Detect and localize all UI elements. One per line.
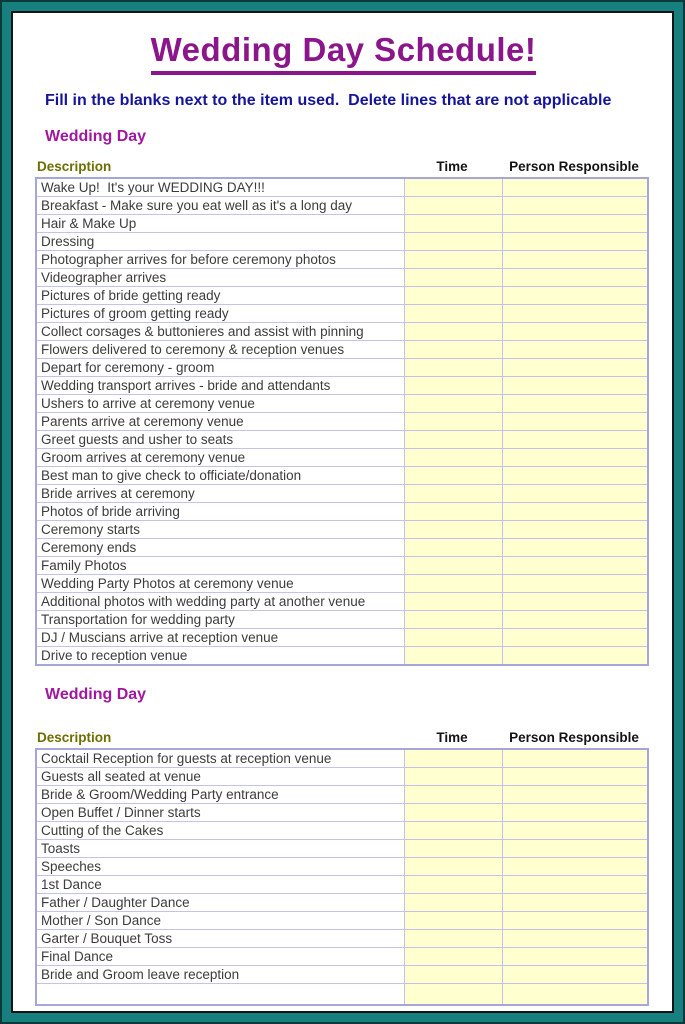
person-blank-cell[interactable] (502, 215, 648, 233)
person-blank-cell[interactable] (502, 467, 648, 485)
time-blank-cell[interactable] (404, 593, 502, 611)
description-cell: Drive to reception venue (36, 647, 404, 666)
time-blank-cell[interactable] (404, 966, 502, 984)
description-cell: Ceremony starts (36, 521, 404, 539)
person-blank-cell[interactable] (502, 984, 648, 1005)
time-blank-cell[interactable] (404, 804, 502, 822)
table-row (36, 431, 648, 449)
description-cell: Flowers delivered to ceremony & reception venues (36, 341, 404, 359)
table-row (36, 611, 648, 629)
time-blank-cell[interactable] (404, 575, 502, 593)
description-cell: Bride & Groom/Wedding Party entrance (36, 786, 404, 804)
description-cell (36, 984, 404, 1005)
table-row (36, 876, 648, 894)
column-header-description: Description (37, 159, 112, 174)
time-blank-cell[interactable] (404, 233, 502, 251)
page-title (35, 31, 652, 69)
time-blank-cell[interactable] (404, 413, 502, 431)
time-blank-cell[interactable] (404, 503, 502, 521)
time-blank-cell[interactable] (404, 449, 502, 467)
column-header-person: Person Responsible (509, 730, 639, 745)
table-row (36, 197, 648, 215)
time-blank-cell[interactable] (404, 467, 502, 485)
time-blank-cell[interactable] (404, 178, 502, 197)
time-blank-cell[interactable] (404, 611, 502, 629)
person-blank-cell[interactable] (502, 804, 648, 822)
time-blank-cell[interactable] (404, 984, 502, 1005)
table-row (36, 503, 648, 521)
table-row (36, 593, 648, 611)
time-blank-cell[interactable] (404, 539, 502, 557)
description-cell: Breakfast - Make sure you eat well as it's a long day (36, 197, 404, 215)
table-row (36, 629, 648, 647)
section-heading: Wedding Day (45, 128, 147, 145)
table-row (36, 359, 648, 377)
description-cell: Mother / Son Dance (36, 912, 404, 930)
person-blank-cell[interactable] (502, 503, 648, 521)
person-blank-cell[interactable] (502, 359, 648, 377)
person-blank-cell[interactable] (502, 749, 648, 768)
description-cell: Photos of bride arriving (36, 503, 404, 521)
description-cell: Additional photos with wedding party at another venue (36, 593, 404, 611)
time-blank-cell[interactable] (404, 948, 502, 966)
person-blank-cell[interactable] (502, 786, 648, 804)
person-blank-cell[interactable] (502, 287, 648, 305)
description-cell: Transportation for wedding party (36, 611, 404, 629)
person-blank-cell[interactable] (502, 251, 648, 269)
table-row (36, 912, 648, 930)
table-row (36, 539, 648, 557)
description-cell: Father / Daughter Dance (36, 894, 404, 912)
section-heading: Wedding Day (45, 686, 147, 703)
time-blank-cell[interactable] (404, 876, 502, 894)
description-cell: Guests all seated at venue (36, 768, 404, 786)
time-blank-cell[interactable] (404, 557, 502, 575)
table-row (36, 557, 648, 575)
time-blank-cell[interactable] (404, 431, 502, 449)
description-cell: Collect corsages & buttonieres and assist with pinning (36, 323, 404, 341)
description-cell: Photographer arrives for before ceremony photos (36, 251, 404, 269)
table-row (36, 930, 648, 948)
person-blank-cell[interactable] (502, 377, 648, 395)
person-blank-cell[interactable] (502, 876, 648, 894)
person-blank-cell[interactable] (502, 647, 648, 666)
time-blank-cell[interactable] (404, 197, 502, 215)
table-row (36, 521, 648, 539)
time-blank-cell[interactable] (404, 786, 502, 804)
time-blank-cell[interactable] (404, 395, 502, 413)
table-row (36, 251, 648, 269)
description-cell: Cutting of the Cakes (36, 822, 404, 840)
person-blank-cell[interactable] (502, 413, 648, 431)
time-blank-cell[interactable] (404, 521, 502, 539)
time-blank-cell[interactable] (404, 629, 502, 647)
description-cell: Parents arrive at ceremony venue (36, 413, 404, 431)
description-cell: Bride arrives at ceremony (36, 485, 404, 503)
person-blank-cell[interactable] (502, 178, 648, 197)
description-cell: Wedding Party Photos at ceremony venue (36, 575, 404, 593)
table-row (36, 233, 648, 251)
time-blank-cell[interactable] (404, 287, 502, 305)
person-blank-cell[interactable] (502, 485, 648, 503)
table-row (36, 467, 648, 485)
description-cell: Dressing (36, 233, 404, 251)
time-blank-cell[interactable] (404, 894, 502, 912)
person-blank-cell[interactable] (502, 305, 648, 323)
table-row (36, 341, 648, 359)
person-blank-cell[interactable] (502, 323, 648, 341)
table-row (36, 948, 648, 966)
time-blank-cell[interactable] (404, 215, 502, 233)
time-blank-cell[interactable] (404, 768, 502, 786)
person-blank-cell[interactable] (502, 593, 648, 611)
description-cell: Wake Up! It's your WEDDING DAY!!! (36, 178, 404, 197)
person-blank-cell[interactable] (502, 966, 648, 984)
table-row (36, 485, 648, 503)
time-blank-cell[interactable] (404, 840, 502, 858)
schedule-table (35, 748, 649, 1006)
description-cell: Depart for ceremony - groom (36, 359, 404, 377)
time-blank-cell[interactable] (404, 647, 502, 666)
description-cell: Ceremony ends (36, 539, 404, 557)
table-row (36, 858, 648, 876)
table-row (36, 395, 648, 413)
person-blank-cell[interactable] (502, 768, 648, 786)
schedule-section-morning (35, 128, 652, 666)
description-cell: Garter / Bouquet Toss (36, 930, 404, 948)
table-row (36, 287, 648, 305)
person-blank-cell[interactable] (502, 575, 648, 593)
table-row (36, 786, 648, 804)
table-row (36, 822, 648, 840)
time-blank-cell[interactable] (404, 912, 502, 930)
table-row (36, 804, 648, 822)
person-blank-cell[interactable] (502, 948, 648, 966)
description-cell: Pictures of groom getting ready (36, 305, 404, 323)
time-blank-cell[interactable] (404, 749, 502, 768)
person-blank-cell[interactable] (502, 930, 648, 948)
time-blank-cell[interactable] (404, 341, 502, 359)
table-row (36, 215, 648, 233)
time-blank-cell[interactable] (404, 485, 502, 503)
description-cell: Bride and Groom leave reception (36, 966, 404, 984)
table-row (36, 647, 648, 666)
description-cell: Speeches (36, 858, 404, 876)
table-row (36, 323, 648, 341)
description-cell: Videographer arrives (36, 269, 404, 287)
instructions-text: Fill in the blanks next to the item used. Delete lines that are not applicable (45, 92, 612, 109)
description-cell: Cocktail Reception for guests at reception venue (36, 749, 404, 768)
time-blank-cell[interactable] (404, 377, 502, 395)
description-cell: Pictures of bride getting ready (36, 287, 404, 305)
time-blank-cell[interactable] (404, 305, 502, 323)
person-blank-cell[interactable] (502, 894, 648, 912)
description-cell: Wedding transport arrives - bride and attendants (36, 377, 404, 395)
time-blank-cell[interactable] (404, 822, 502, 840)
table-row (36, 178, 648, 197)
time-blank-cell[interactable] (404, 251, 502, 269)
table-row (36, 749, 648, 768)
person-blank-cell[interactable] (502, 629, 648, 647)
column-header-time: Time (436, 159, 468, 174)
time-blank-cell[interactable] (404, 323, 502, 341)
table-row (36, 449, 648, 467)
description-cell: Groom arrives at ceremony venue (36, 449, 404, 467)
table-row (36, 894, 648, 912)
description-cell: Family Photos (36, 557, 404, 575)
document-sheet (11, 11, 674, 1013)
person-blank-cell[interactable] (502, 431, 648, 449)
person-blank-cell[interactable] (502, 521, 648, 539)
description-cell: Toasts (36, 840, 404, 858)
time-blank-cell[interactable] (404, 858, 502, 876)
description-cell: Greet guests and usher to seats (36, 431, 404, 449)
table-row (36, 377, 648, 395)
person-blank-cell[interactable] (502, 269, 648, 287)
description-cell: Hair & Make Up (36, 215, 404, 233)
person-blank-cell[interactable] (502, 858, 648, 876)
description-cell: Ushers to arrive at ceremony venue (36, 395, 404, 413)
person-blank-cell[interactable] (502, 912, 648, 930)
description-cell: Best man to give check to officiate/donation (36, 467, 404, 485)
time-blank-cell[interactable] (404, 359, 502, 377)
person-blank-cell[interactable] (502, 557, 648, 575)
table-row (36, 413, 648, 431)
description-cell: 1st Dance (36, 876, 404, 894)
table-row (36, 305, 648, 323)
column-header-person: Person Responsible (509, 159, 639, 174)
person-blank-cell[interactable] (502, 611, 648, 629)
table-row (36, 575, 648, 593)
person-blank-cell[interactable] (502, 840, 648, 858)
table-row (36, 984, 648, 1005)
table-row (36, 269, 648, 287)
person-blank-cell[interactable] (502, 449, 648, 467)
table-column-headers (35, 159, 652, 174)
person-blank-cell[interactable] (502, 395, 648, 413)
schedule-section-reception (35, 686, 652, 1006)
person-blank-cell[interactable] (502, 233, 648, 251)
person-blank-cell[interactable] (502, 341, 648, 359)
time-blank-cell[interactable] (404, 269, 502, 287)
time-blank-cell[interactable] (404, 930, 502, 948)
schedule-table (35, 177, 649, 666)
person-blank-cell[interactable] (502, 822, 648, 840)
description-cell: Final Dance (36, 948, 404, 966)
page-title-text: Wedding Day Schedule! (151, 31, 537, 75)
table-column-headers (35, 730, 652, 745)
table-row (36, 966, 648, 984)
person-blank-cell[interactable] (502, 539, 648, 557)
table-row (36, 768, 648, 786)
column-header-time: Time (436, 730, 468, 745)
person-blank-cell[interactable] (502, 197, 648, 215)
description-cell: DJ / Muscians arrive at reception venue (36, 629, 404, 647)
table-row (36, 840, 648, 858)
column-header-description: Description (37, 730, 112, 745)
description-cell: Open Buffet / Dinner starts (36, 804, 404, 822)
